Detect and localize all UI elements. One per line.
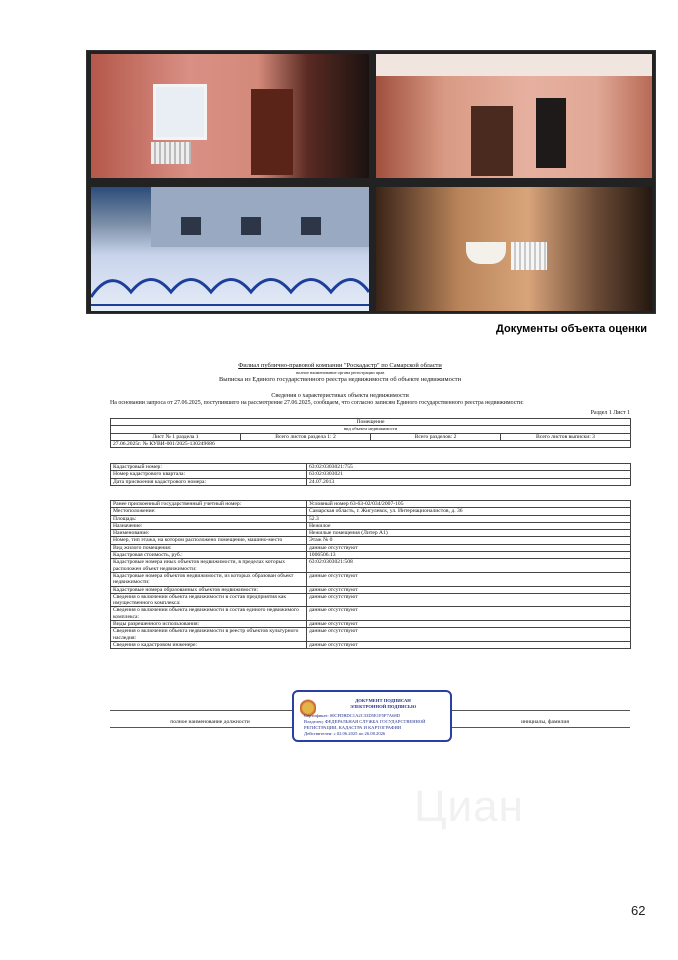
building-window — [301, 217, 321, 235]
row-label: Виды разрешенного использования: — [111, 621, 307, 628]
row-value: данные отсутствуют — [307, 628, 631, 642]
page-number: 62 — [631, 903, 646, 918]
section-title: Сведения о характеристиках объекта недвижимости — [271, 392, 409, 399]
stamp-line3: Сертификат: 00CFDBDC1A2C33D5E1F5F7A68D — [304, 713, 401, 718]
section-heading: Документы объекта оценки — [496, 323, 647, 335]
sheet-cell: Всего листов раздела 1: 2 — [241, 433, 371, 440]
row-label: Вид жилого помещения: — [111, 544, 307, 551]
row-value: 63:02:0303021:755 — [307, 464, 631, 471]
row-label: Кадастровые номера образованных объектов недвижимости: — [111, 586, 307, 593]
intro-text: На основании запроса от 27.06.2025, поступившего на рассмотрение 27.06.2025, сообщаем, что согласно записям Единого государственного реестра недвижимости: — [110, 400, 524, 406]
photo-room-door — [376, 54, 652, 178]
row-value: 63:02:0303021 — [307, 471, 631, 478]
extract-title: Выписка из Единого государственного реестра недвижимости об объекте недвижимости — [218, 376, 461, 383]
door-shape — [251, 89, 293, 175]
object-type-caption: вид объекта недвижимости — [111, 426, 631, 433]
metal-door-shape — [536, 98, 566, 168]
e-signature-stamp — [292, 690, 452, 742]
row-label: Сведения о включении объекта недвижимости в реестр объектов культурного наследия: — [111, 628, 307, 642]
row-label: Кадастровый номер: — [111, 464, 307, 471]
row-label: Ранее присвоенный государственный учетный номер: — [111, 501, 307, 508]
row-label: Сведения о включении объекта недвижимости в состав единого недвижимого комплекса: — [111, 607, 307, 621]
cadastral-table — [110, 463, 631, 486]
row-label: Кадастровая стоимость, руб.: — [111, 552, 307, 559]
row-value: Этаж № 0 — [307, 537, 631, 544]
ceiling-shape — [376, 54, 652, 76]
photo-bathroom — [376, 187, 652, 311]
row-label: Кадастровые номера объектов недвижимости, из которых образован объект недвижимости: — [111, 572, 307, 586]
radiator-shape — [511, 242, 547, 270]
sink-shape — [466, 242, 506, 264]
row-value: 1006506.13 — [307, 552, 631, 559]
row-value: данные отсутствуют — [307, 593, 631, 607]
row-label: Сведения о кадастровом инженере: — [111, 641, 307, 648]
watermark: Циан — [414, 782, 524, 831]
signature-position-label: полное наименование должности — [170, 719, 250, 725]
row-value: данные отсутствуют — [307, 544, 631, 551]
row-value: 63:02:0303021:508 — [307, 559, 631, 573]
row-label: Кадастровые номера иных объектов недвижимости, в пределах которых расположен объект недвижимости: — [111, 559, 307, 573]
photo-building-exterior — [91, 187, 369, 311]
stamp-line2: ЭЛЕКТРОННОЙ ПОДПИСЬЮ — [349, 704, 417, 709]
window-shape — [153, 84, 207, 140]
object-type: Помещение — [111, 419, 631, 426]
signature-name-label: инициалы, фамилия — [521, 719, 569, 725]
sheet-ref: Раздел 1 Лист 1 — [590, 410, 630, 416]
row-value: Самарская область, г. Жигулевск, ул. Интернационалистов, д. 36 — [307, 508, 631, 515]
org-line: Филиал публично-правовой компании "Роскадастр" по Самарской области — [238, 362, 442, 369]
row-label: Сведения о включении объекта недвижимости в состав предприятия как имущественного комплекса: — [111, 593, 307, 607]
row-label: Назначение: — [111, 522, 307, 529]
row-label: Наименование: — [111, 530, 307, 537]
row-label: Местоположение: — [111, 508, 307, 515]
building-window — [181, 217, 201, 235]
row-value: 24.07.2013 — [307, 478, 631, 485]
photo-room-window — [91, 54, 369, 178]
row-value: данные отсутствуют — [307, 586, 631, 593]
sheet-cell: Всего листов выписки: 3 — [501, 433, 631, 440]
row-label: Номер, тип этажа, на котором расположено помещение, машино-место — [111, 537, 307, 544]
stamp-line5: РЕГИСТРАЦИИ, КАДАСТРА И КАРТОГРАФИИ — [304, 725, 402, 730]
row-value: данные отсутствуют — [307, 572, 631, 586]
row-value: Условный номер 63-63-02/034/2007-105 — [307, 501, 631, 508]
stamp-line4: Владелец: ФЕДЕРАЛЬНАЯ СЛУЖБА ГОСУДАРСТВЕННОЙ — [304, 719, 426, 724]
row-label: Площадь: — [111, 515, 307, 522]
row-value: данные отсутствуют — [307, 607, 631, 621]
doc-number: 27.06.2025г. № КУВИ-001/2025-130249686 — [111, 440, 631, 447]
row-label: Номер кадастрового квартала: — [111, 471, 307, 478]
characteristics-table — [110, 500, 631, 649]
row-label: Дата присвоения кадастрового номера: — [111, 478, 307, 485]
photo-grid — [86, 50, 656, 314]
sheet-cell: Лист № 1 раздела 1 — [111, 433, 241, 440]
fence-shape — [91, 247, 369, 307]
row-value: Нежилые помещения (Литер А1) — [307, 530, 631, 537]
row-value: данные отсутствуют — [307, 641, 631, 648]
row-value: Нежилое — [307, 522, 631, 529]
org-caption: полное наименование органа регистрации прав — [295, 370, 385, 375]
building-window — [241, 217, 261, 235]
row-value: данные отсутствуют — [307, 621, 631, 628]
header-table — [110, 418, 631, 448]
row-value: 52.3 — [307, 515, 631, 522]
sheet-cell: Всего разделов: 2 — [371, 433, 501, 440]
building-shape — [151, 187, 369, 247]
stamp-line1: ДОКУМЕНТ ПОДПИСАН — [355, 698, 411, 703]
wardrobe-shape — [471, 106, 513, 176]
stamp-line6: Действителен: с 02.06.2025 по 26.08.2026 — [304, 731, 386, 736]
radiator-shape — [151, 142, 191, 164]
